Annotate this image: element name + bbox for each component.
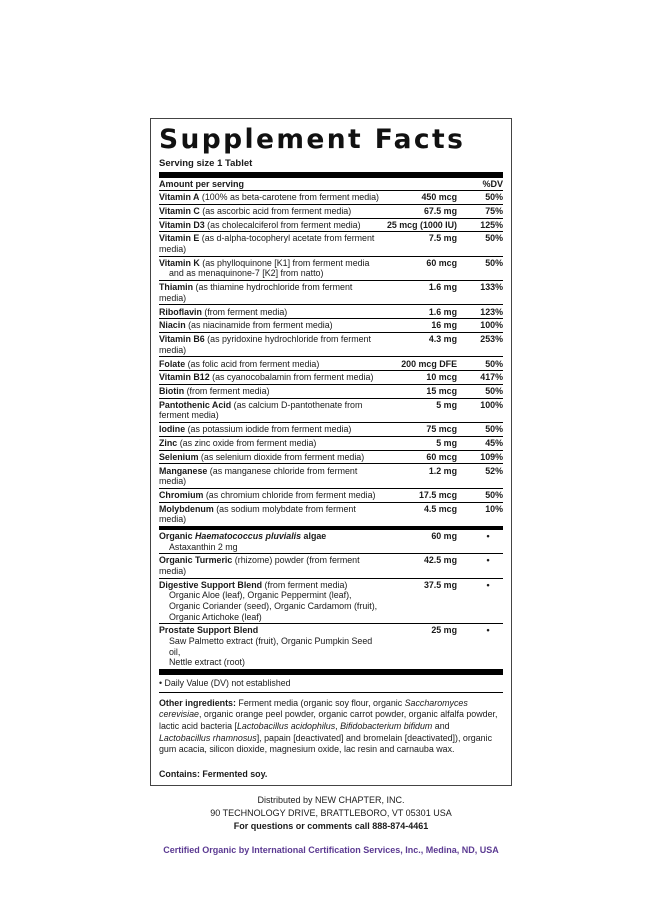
serving-size: Serving size 1 Tablet bbox=[159, 158, 503, 178]
nutrient-name-cell bbox=[159, 452, 385, 463]
nutrient-dv: 253% bbox=[480, 334, 503, 345]
nutrient-source: (as phylloquinone [K1] from ferment media bbox=[199, 257, 370, 268]
blend-name-cell bbox=[159, 555, 385, 576]
nutrient-name: Iodine bbox=[159, 424, 186, 435]
blend-ingredients: Astaxanthin 2 mg bbox=[169, 541, 238, 552]
ingredients-text: , bbox=[335, 721, 341, 732]
nutrient-dv: 100% bbox=[480, 399, 503, 410]
nutrient-amount: 7.5 mg bbox=[428, 233, 457, 244]
ingredients-italic: Saccharomyces cerevisiae bbox=[159, 697, 468, 720]
blend-source: (rhizome) powder (from ferment media) bbox=[159, 555, 360, 577]
blend-dv: • bbox=[486, 531, 490, 542]
nutrient-name-cell bbox=[159, 192, 385, 203]
nutrient-name-cell bbox=[159, 424, 385, 435]
nutrient-row bbox=[159, 205, 503, 219]
nutrient-amount: 15 mcg bbox=[426, 386, 457, 397]
blend-name: Prostate Support Blend bbox=[159, 625, 259, 636]
nutrient-row bbox=[159, 333, 503, 357]
ingredients-text: Ferment media (organic soy flour, organic bbox=[235, 697, 405, 708]
nutrient-dv: 50% bbox=[485, 192, 503, 203]
blend-ingredients: Organic Aloe (leaf), Organic Peppermint (leaf), bbox=[169, 590, 352, 601]
nutrient-amount: 17.5 mcg bbox=[419, 489, 457, 500]
nutrient-source: (as selenium dioxide from ferment media) bbox=[198, 451, 365, 462]
nutrient-source: (as thiamine hydrochloride from ferment media) bbox=[159, 282, 353, 303]
nutrient-name-cell bbox=[159, 307, 385, 318]
supplement-facts-panel bbox=[150, 118, 512, 855]
nutrient-amount: 25 mcg (1000 IU) bbox=[386, 219, 457, 230]
nutrient-row bbox=[159, 305, 503, 319]
nutrient-amount: 450 mcg bbox=[421, 192, 457, 203]
nutrient-dv: 10% bbox=[485, 503, 503, 514]
nutrient-name: Vitamin E bbox=[159, 233, 200, 244]
blend-dv: • bbox=[486, 555, 490, 566]
nutrient-source: (as folic acid from ferment media) bbox=[185, 358, 320, 369]
blend-name-cell bbox=[159, 625, 385, 667]
blend-ingredients-cont: Organic Coriander (seed), Organic Cardamom (fruit), Organic Artichoke (leaf) bbox=[169, 601, 378, 622]
blend-row bbox=[159, 554, 503, 578]
nutrient-name: Thiamin bbox=[159, 282, 194, 293]
nutrient-dv: 50% bbox=[485, 358, 503, 369]
vitamin-list bbox=[159, 191, 503, 530]
nutrient-name: Vitamin B12 bbox=[159, 372, 210, 383]
nutrient-amount: 10 mcg bbox=[426, 372, 457, 383]
distributor-address: 90 TECHNOLOGY DRIVE, BRATTLEBORO, VT 05301 USA bbox=[210, 807, 452, 818]
nutrient-row bbox=[159, 423, 503, 437]
nutrient-name: Chromium bbox=[159, 489, 204, 500]
blend-name-end: algae bbox=[301, 531, 327, 542]
ingredients-text: , organic orange peel powder, organic carrot powder, organic alfalfa powder, lactic acid bacteria [ bbox=[159, 709, 498, 732]
nutrient-name-cell bbox=[159, 258, 385, 279]
nutrient-dv: 52% bbox=[485, 465, 503, 476]
organic-certification: Certified Organic by International Certification Services, Inc., Medina, ND, USA bbox=[163, 844, 499, 855]
nutrient-name-cell bbox=[159, 220, 385, 231]
nutrient-name: Vitamin C bbox=[159, 205, 200, 216]
nutrient-amount: 1.2 mg bbox=[428, 465, 457, 476]
nutrient-row bbox=[159, 319, 503, 333]
nutrient-name: Zinc bbox=[159, 438, 178, 448]
nutrient-dv: 50% bbox=[485, 233, 503, 244]
nutrient-row bbox=[159, 437, 503, 451]
nutrient-source: (as zinc oxide from ferment media) bbox=[177, 438, 317, 448]
nutrient-dv: 100% bbox=[480, 320, 503, 331]
nutrient-dv: 50% bbox=[485, 424, 503, 435]
nutrient-name: Biotin bbox=[159, 386, 185, 397]
nutrient-row bbox=[159, 281, 503, 305]
dv-header: %DV bbox=[482, 179, 503, 189]
blend-ingredients-cont: Nettle extract (root) bbox=[169, 657, 245, 668]
blend-species: Haematococcus pluvialis bbox=[195, 531, 302, 542]
panel-content bbox=[159, 125, 503, 855]
blend-name-cell bbox=[159, 531, 385, 552]
column-header bbox=[159, 178, 503, 191]
nutrient-dv: 109% bbox=[480, 451, 503, 462]
nutrient-source: (as d-alpha-tocopheryl acetate from ferment media) bbox=[159, 233, 375, 255]
nutrient-name: Riboflavin bbox=[159, 306, 202, 317]
distributor-phone: For questions or comments call 888-874-4461 bbox=[233, 820, 429, 831]
nutrient-name-cell bbox=[159, 233, 385, 254]
nutrient-row bbox=[159, 257, 503, 281]
nutrient-name-cell bbox=[159, 282, 385, 303]
nutrient-name-cell bbox=[159, 334, 385, 355]
nutrient-name-cell bbox=[159, 359, 385, 370]
blend-dv: • bbox=[486, 625, 490, 636]
nutrient-name-cell bbox=[159, 490, 385, 501]
nutrient-amount: 5 mg bbox=[436, 438, 457, 448]
nutrient-name: Manganese bbox=[159, 465, 208, 476]
nutrient-row bbox=[159, 357, 503, 371]
nutrient-amount: 4.3 mg bbox=[428, 334, 457, 345]
nutrient-amount: 16 mg bbox=[431, 320, 457, 331]
nutrient-name-cell bbox=[159, 206, 385, 217]
nutrient-source: (as niacinamide from ferment media) bbox=[185, 320, 333, 331]
ingredients-italic: Bifidobacterium bifidum bbox=[340, 721, 433, 732]
nutrient-dv: 75% bbox=[485, 205, 503, 216]
nutrient-dv: 50% bbox=[485, 257, 503, 268]
blend-dv: • bbox=[486, 579, 490, 590]
nutrient-amount: 60 mcg bbox=[426, 257, 457, 268]
blend-name-cell bbox=[159, 580, 385, 622]
blend-name: Organic bbox=[159, 531, 196, 542]
nutrient-dv: 50% bbox=[485, 489, 503, 500]
nutrient-source: (as cholecalciferol from ferment media) bbox=[204, 219, 361, 230]
nutrient-dv: 417% bbox=[480, 372, 503, 383]
nutrient-amount: 60 mcg bbox=[426, 451, 457, 462]
nutrient-name: Selenium bbox=[159, 451, 199, 462]
nutrient-dv: 50% bbox=[485, 386, 503, 397]
blend-amount: 60 mg bbox=[431, 531, 457, 542]
other-ingredients bbox=[159, 698, 503, 756]
nutrient-source: (as pyridoxine hydrochloride from ferment media) bbox=[159, 334, 371, 355]
nutrient-source: (as manganese chloride from ferment media) bbox=[159, 465, 358, 487]
panel-title: Supplement Facts bbox=[159, 124, 466, 155]
nutrient-row bbox=[159, 385, 503, 399]
nutrient-source: (as chromium chloride from ferment media) bbox=[203, 489, 376, 500]
blend-row bbox=[159, 530, 503, 554]
nutrient-row bbox=[159, 451, 503, 465]
nutrient-row bbox=[159, 464, 503, 488]
nutrient-amount: 5 mg bbox=[436, 399, 457, 410]
nutrient-source-cont: and as menaquinone-7 [K2] from natto) bbox=[169, 268, 324, 279]
blend-amount: 42.5 mg bbox=[423, 555, 457, 566]
nutrient-amount: 67.5 mg bbox=[423, 205, 457, 216]
nutrient-name: Folate bbox=[159, 358, 186, 369]
nutrient-source: (as cyanocobalamin from ferment media) bbox=[209, 372, 374, 383]
nutrient-name: Vitamin D3 bbox=[159, 219, 205, 230]
nutrient-name-cell bbox=[159, 400, 385, 421]
nutrient-dv: 45% bbox=[485, 438, 503, 448]
nutrient-amount: 75 mcg bbox=[426, 424, 457, 435]
nutrient-name: Vitamin B6 bbox=[159, 334, 205, 345]
nutrient-source: (100% as beta-carotene from ferment media) bbox=[199, 192, 380, 203]
blend-source: (from ferment media) bbox=[262, 579, 348, 590]
ingredients-text: and bbox=[432, 721, 450, 732]
blend-row bbox=[159, 624, 503, 675]
nutrient-source: (as calcium D-pantothenate from ferment media) bbox=[159, 399, 363, 421]
nutrient-name-cell bbox=[159, 320, 385, 331]
nutrient-name: Vitamin A bbox=[159, 192, 200, 203]
nutrient-name-cell bbox=[159, 438, 385, 449]
blend-list bbox=[159, 530, 503, 675]
blend-name: Digestive Support Blend bbox=[159, 579, 263, 590]
nutrient-name-cell bbox=[159, 386, 385, 397]
distributor-info bbox=[159, 794, 503, 833]
nutrient-name: Molybdenum bbox=[159, 503, 214, 514]
nutrient-dv: 133% bbox=[480, 282, 503, 293]
nutrient-row bbox=[159, 191, 503, 205]
nutrient-amount: 200 mcg DFE bbox=[401, 358, 457, 369]
nutrient-name: Niacin bbox=[159, 320, 186, 331]
nutrient-dv: 125% bbox=[480, 219, 503, 230]
dv-footnote: • Daily Value (DV) not established bbox=[159, 675, 503, 693]
nutrient-row bbox=[159, 503, 503, 530]
nutrient-row bbox=[159, 489, 503, 503]
nutrient-row bbox=[159, 399, 503, 423]
nutrient-source: (from ferment media) bbox=[201, 306, 288, 317]
blend-row bbox=[159, 579, 503, 625]
nutrient-dv: 123% bbox=[480, 306, 503, 317]
distributor-name: Distributed by NEW CHAPTER, INC. bbox=[257, 794, 405, 805]
nutrient-name-cell bbox=[159, 372, 385, 383]
ingredients-italic: Lactobacillus rhamnosus bbox=[159, 732, 257, 743]
nutrient-source: (from ferment media) bbox=[184, 386, 270, 397]
nutrient-name-cell bbox=[159, 504, 385, 525]
nutrient-name: Pantothenic Acid bbox=[159, 399, 232, 410]
allergen-statement: Contains: Fermented soy. bbox=[159, 768, 268, 779]
nutrient-source: (as potassium iodide from ferment media) bbox=[185, 424, 352, 435]
nutrient-name-cell bbox=[159, 466, 385, 487]
blend-amount: 25 mg bbox=[431, 625, 457, 636]
blend-name: Organic Turmeric bbox=[159, 555, 233, 566]
nutrient-name: Vitamin K bbox=[159, 257, 200, 268]
nutrient-row bbox=[159, 219, 503, 233]
blend-amount: 37.5 mg bbox=[423, 579, 457, 590]
nutrient-source: (as ascorbic acid from ferment media) bbox=[199, 205, 352, 216]
amount-header: Amount per serving bbox=[159, 179, 245, 189]
other-ingredients-label: Other ingredients: bbox=[159, 697, 236, 708]
blend-ingredients: Saw Palmetto extract (fruit), Organic Pumpkin Seed oil, bbox=[169, 636, 373, 657]
nutrient-row bbox=[159, 371, 503, 385]
nutrient-amount: 1.6 mg bbox=[428, 282, 457, 293]
nutrient-source: (as sodium molybdate from ferment media) bbox=[159, 503, 356, 525]
ingredients-text: ], papain [deactivated] and bromelain [deactivated]), organic gum acacia, silicon dioxide, magnesium oxide, lac resin and carnauba wax. bbox=[159, 732, 493, 755]
nutrient-row bbox=[159, 232, 503, 256]
nutrient-amount: 1.6 mg bbox=[428, 306, 457, 317]
ingredients-italic: Lactobacillus acidophilus bbox=[236, 721, 336, 732]
nutrient-amount: 4.5 mcg bbox=[423, 503, 457, 514]
